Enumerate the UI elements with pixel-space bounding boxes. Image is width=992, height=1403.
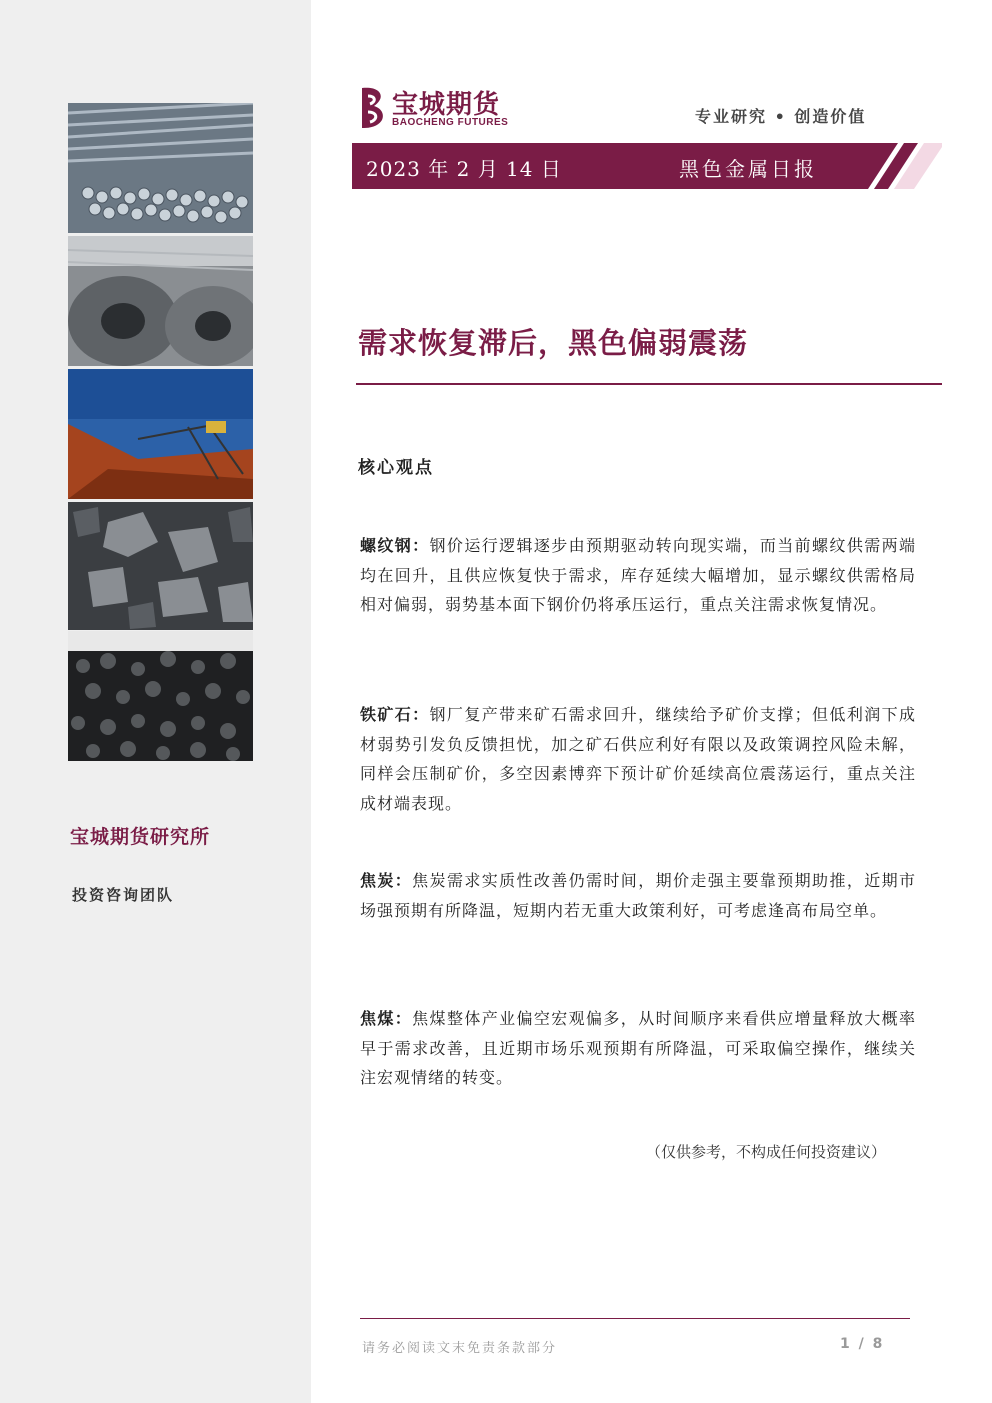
paragraph-text: 钢厂复产带来矿石需求回升，继续给予矿价支撑；但低利润下成材弱势引发负反馈担忧，加之矿石供应利好有限以及政策调控风险未解，同样会压制矿价，多空因素博弈下预计矿价延续高位震荡运行，重点关注成材端表现。 (360, 705, 916, 813)
logo-english-text: BAOCHENG FUTURES (392, 117, 509, 128)
paragraph-coke (360, 866, 916, 925)
coke-photo (68, 631, 253, 761)
footer-divider (360, 1318, 910, 1319)
paragraph-text: 钢价运行逻辑逐步由预期驱动转向现实端，而当前螺纹供需两端均在回升，且供应恢复快于需求，库存延续大幅增加，显示螺纹供需格局相对偏弱，弱势基本面下钢价仍将承压运行，重点关注需求恢复情况。 (360, 536, 916, 614)
logo-chinese-text: 宝城期货 (392, 90, 501, 120)
paragraph-coking-coal (360, 1004, 916, 1093)
slogan: 专业研究 • 创造价值 (695, 107, 867, 126)
section-heading: 核心观点 (358, 458, 434, 478)
paragraph-rebar (360, 531, 916, 620)
sidebar (0, 0, 311, 1403)
iron-ore-photo (68, 369, 253, 499)
report-type: 黑色金属日报 (679, 157, 817, 181)
coal-photo (68, 502, 253, 630)
paragraph-label: 焦炭： (360, 871, 413, 890)
team-name: 投资咨询团队 (72, 886, 175, 904)
footer-note: 请务必阅读文末免责条款部分 (362, 1341, 558, 1356)
rebar-photo (68, 103, 253, 233)
logo-mark-icon (356, 84, 390, 132)
page-number: 1 / 8 (840, 1336, 885, 1352)
company-logo (356, 84, 526, 134)
report-date: 2023 年 2 月 14 日 (366, 157, 562, 181)
paragraph-iron-ore (360, 700, 916, 818)
paragraph-text: 焦炭需求实质性改善仍需时间，期价走强主要靠预期助推，近期市场强预期有所降温，短期内若无重大政策利好，可考虑逢高布局空单。 (360, 871, 916, 920)
institute-name: 宝城期货研究所 (70, 826, 211, 848)
page-title: 需求恢复滞后，黑色偏弱震荡 (358, 326, 749, 360)
paragraph-label: 螺纹钢： (360, 536, 430, 555)
report-banner (352, 143, 942, 189)
title-divider (356, 383, 942, 385)
disclaimer: （仅供参考，不构成任何投资建议） (646, 1143, 887, 1161)
paragraph-label: 铁矿石： (360, 705, 430, 724)
paragraph-text: 焦煤整体产业偏空宏观偏多，从时间顺序来看供应增量释放大概率早于需求改善，且近期市场乐观预期有所降温，可采取偏空操作，继续关注宏观情绪的转变。 (360, 1009, 916, 1087)
paragraph-label: 焦煤： (360, 1009, 413, 1028)
steel-coil-photo (68, 236, 253, 366)
